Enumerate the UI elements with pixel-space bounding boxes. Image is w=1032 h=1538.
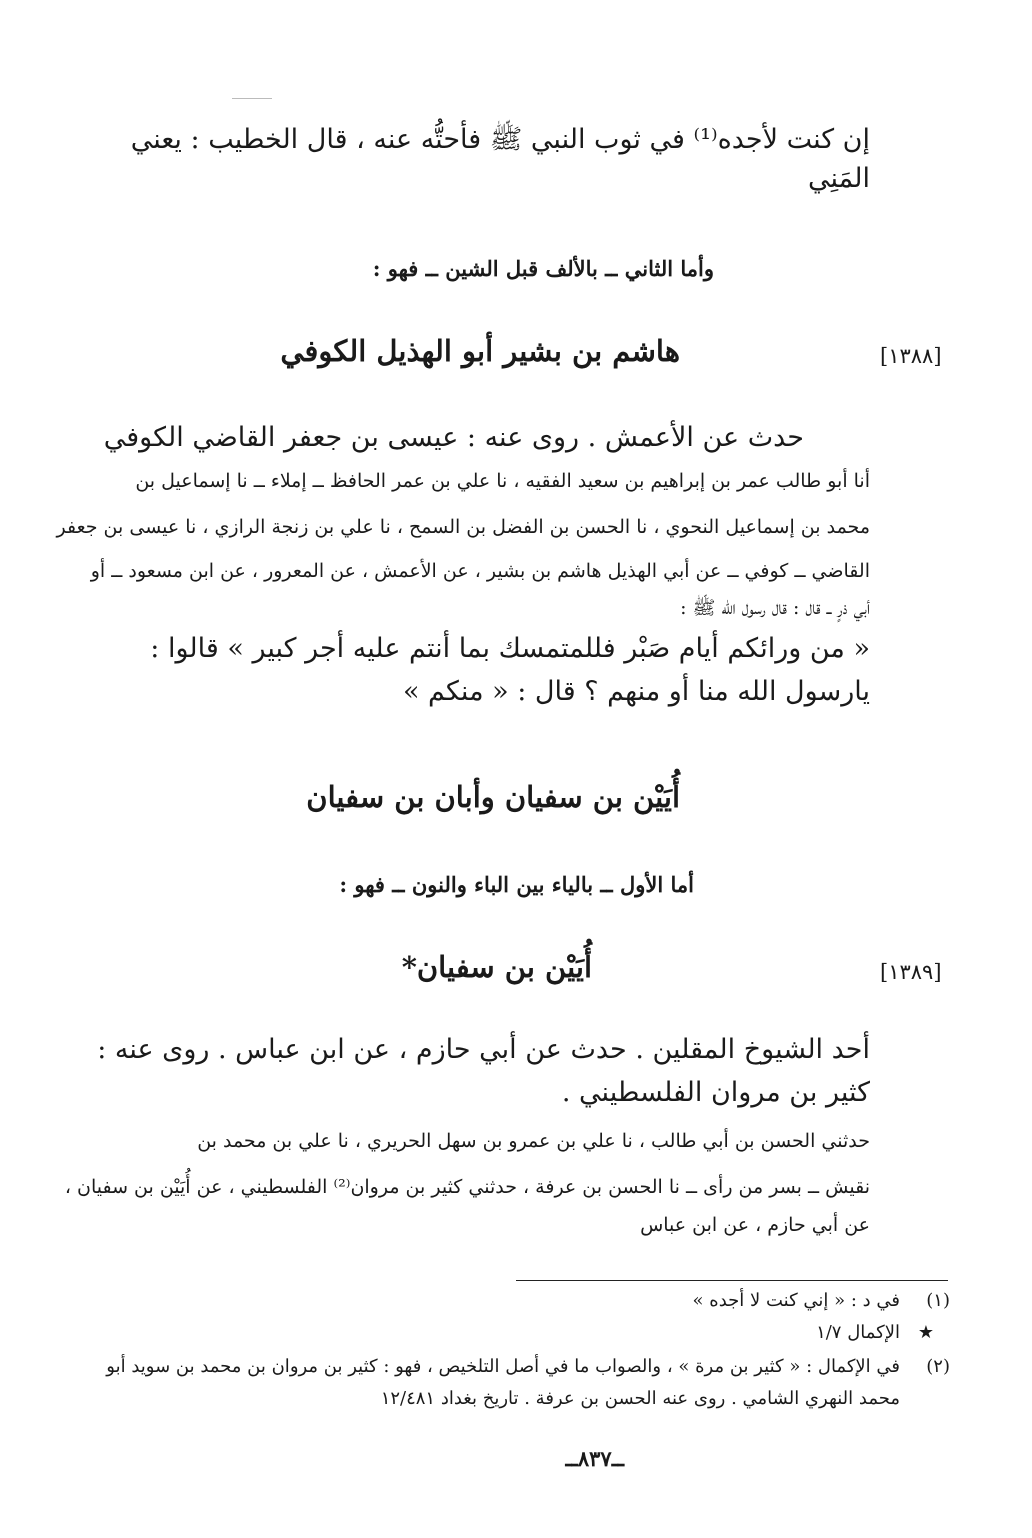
- entry-number-1388: [١٣٨٨]: [880, 344, 942, 368]
- footnote-marker-1: (١): [926, 1290, 950, 1311]
- entry-description-1388: حدث عن الأعمش . روى عنه : عيسى بن جعفر القاضي الكوفي: [103, 422, 804, 453]
- footnote-text-2: في الإكمال : « كثير بن مرة » ، والصواب ما في أصل التلخيص ، فهو : كثير بن مروان بن محمد بن سويد أبو: [106, 1356, 900, 1377]
- isnad2-line-2: نقيش ــ بسر من رأى ــ نا الحسن بن عرفة ، حدثني كثير بن مروان⁽²⁾ الفلسطيني ، عن أُيَيْن بن سفيان ،: [64, 1176, 870, 1198]
- hadith-line-2: يارسول الله منا أو منهم ؟ قال : « منكم »: [402, 676, 870, 707]
- footnote-marker-star: ★: [917, 1322, 934, 1343]
- isnad-line-1: أنا أبو طالب عمر بن إبراهيم بن سعيد الفقيه ، نا علي بن عمر الحافظ ــ إملاء ــ نا إسماعيل بن: [135, 470, 870, 492]
- entry-description-line-2: كثير بن مروان الفلسطيني .: [561, 1077, 870, 1108]
- footnote-text-2-continued: محمد النهري الشامي . روى عنه الحسن بن عرفة . تاريخ بغداد ١٢/٤٨١: [380, 1388, 900, 1409]
- footnote-text-star: الإكمال ١/٧: [816, 1322, 900, 1343]
- footnote-text-1: في د : « إني كنت لا أجده »: [692, 1290, 900, 1311]
- isnad-line-4: أبي ذرٍ ــ قال : قال رسول الله ﷺ :: [680, 597, 870, 619]
- entry-description-line-1: أحد الشيوخ المقلين . حدث عن أبي حازم ، عن ابن عباس . روى عنه :: [97, 1034, 870, 1065]
- isnad-line-3: القاضي ــ كوفي ــ عن أبي الهذيل هاشم بن بشير ، عن الأعمش ، عن المعرور ، عن ابن مسعود ــ أو: [90, 560, 870, 582]
- isnad-line-2: محمد بن إسماعيل النحوي ، نا الحسن بن الفضل بن السمح ، نا علي بن زنجة الرازي ، نا عيسى بن جعفر: [56, 516, 870, 538]
- intro-line-2: المَنِي: [808, 163, 870, 194]
- section2-heading: أُيَيْن بن سفيان وأبان بن سفيان: [306, 780, 680, 814]
- section2-subheading: أما الأول ــ بالياء بين الباء والنون ــ فهو :: [339, 872, 694, 897]
- intro-line-1: إن كنت لأجده⁽¹⁾ في ثوب النبي ﷺ فأحتُّه عنه ، قال الخطيب : يعني: [130, 124, 870, 155]
- hadith-line-1: « من ورائكم أيام صَبْر فللمتمسك بما أنتم عليه أجر كبير » قالوا :: [150, 633, 870, 664]
- entry-number-1389: [١٣٨٩]: [880, 960, 942, 984]
- page-number: ــ٨٣٧ــ: [565, 1446, 624, 1471]
- footnote-marker-2: (٢): [926, 1356, 950, 1377]
- entry-title-1389: أُيَيْن بن سفيان*: [401, 950, 592, 984]
- isnad2-line-1: حدثني الحسن بن أبي طالب ، نا علي بن عمرو بن سهل الحريري ، نا علي بن محمد بن: [197, 1130, 870, 1152]
- section1-subheading: وأما الثاني ــ بالألف قبل الشين ــ فهو :: [372, 256, 714, 281]
- footnote-separator: [516, 1280, 948, 1281]
- top-faint-mark: [232, 98, 272, 99]
- entry-title-1388: هاشم بن بشير أبو الهذيل الكوفي: [280, 334, 680, 368]
- isnad2-line-3: عن أبي حازم ، عن ابن عباس: [640, 1214, 870, 1236]
